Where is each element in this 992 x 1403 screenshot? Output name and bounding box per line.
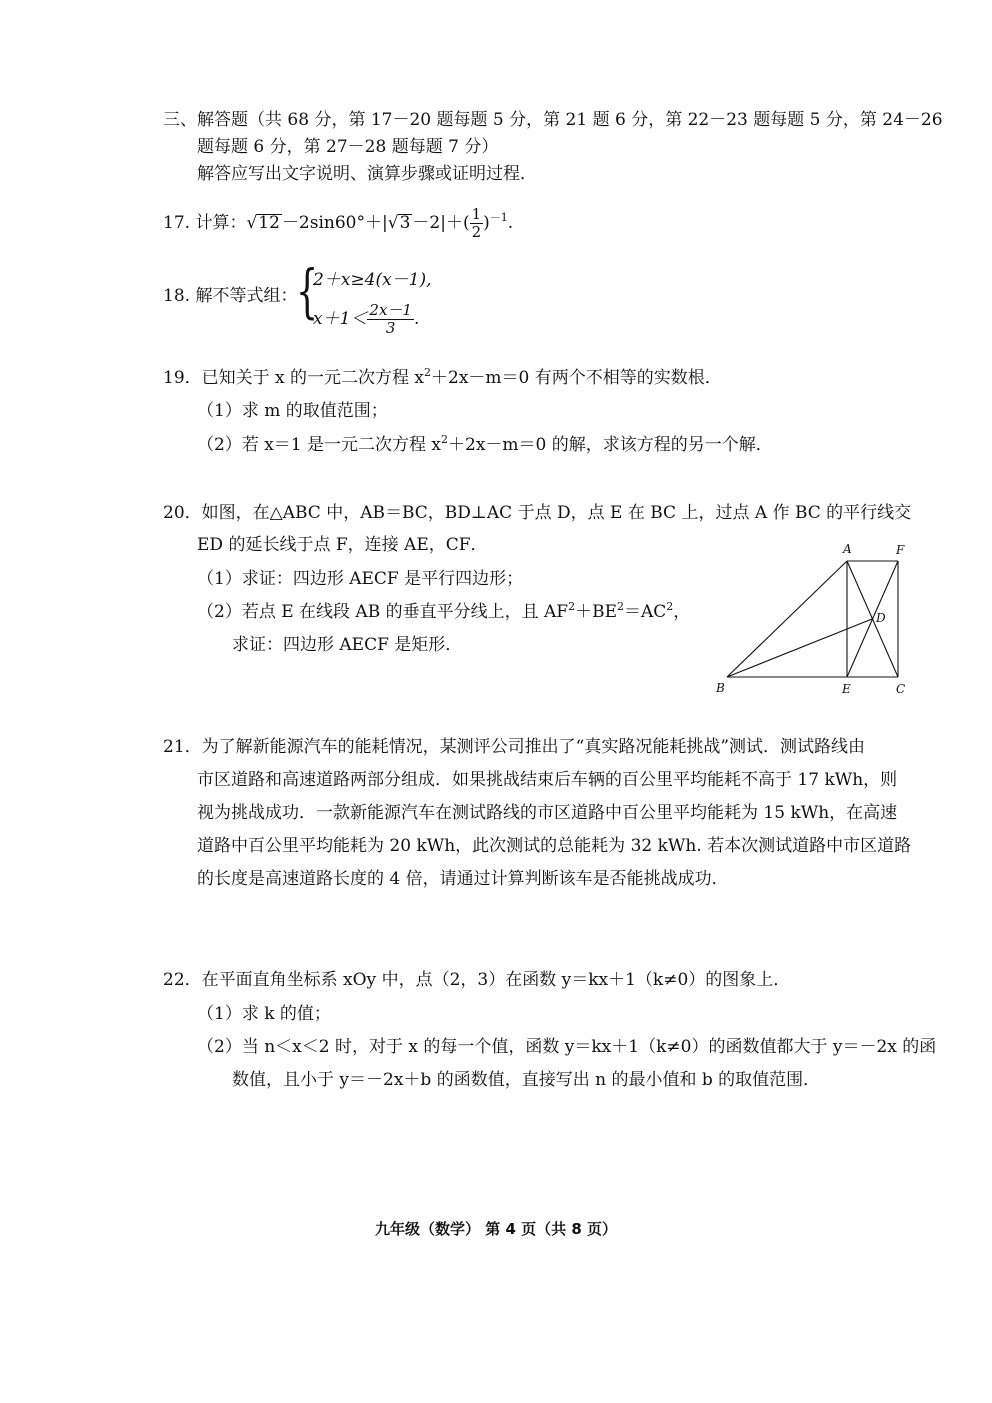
q17-radicand-1: 12 bbox=[258, 213, 280, 233]
label-b: B bbox=[716, 681, 725, 695]
question-22: 22．在平面直角坐标系 xOy 中，点（2，3）在函数 y＝kx＋1（k≠0）的图象上． bbox=[163, 970, 791, 990]
page-footer: 九年级（数学） 第 4 页（共 8 页） bbox=[375, 1220, 617, 1238]
question-21-line-4: 道路中百公里平均能耗为 20 kWh，此次测试的总能耗为 32 kWh. 若本次测试道路中市区道路 bbox=[197, 836, 912, 856]
question-19: 19．已知关于 x 的一元二次方程 $x^2+2x-m=0$ 有两个不相等的实数根． bbox=[163, 366, 722, 388]
q20-part-2: （2）若点 E 在线段 AB 的垂直平分线上，且 $AF^2+BE^2=AC^2$， bbox=[197, 600, 691, 622]
q17-number: 17. bbox=[163, 213, 191, 233]
q17-exponent: －1 bbox=[489, 211, 508, 224]
label-c: C bbox=[896, 682, 906, 696]
question-20-cont: ED 的延长线于点 F，连接 AE，CF． bbox=[197, 535, 488, 555]
section-heading: 三、解答题（共 68 分，第 17－20 题每题 5 分，第 21 题 6 分，第 22－23 题每题 5 分，第 24－26 bbox=[163, 110, 943, 130]
q22-part-2-cont: 数值，且小于 y＝－2x＋b 的函数值，直接写出 n 的最小值和 b 的取值范围． bbox=[232, 1070, 821, 1090]
q18-inequality-1: 2＋x≥4(x－1), bbox=[313, 270, 432, 290]
question-17: 17. 计算：√12 －2sin60°＋|√3 －2|＋( $\frac{1}{2}$ )$^{-1}$. bbox=[163, 205, 514, 241]
question-21: 21．为了解新能源汽车的能耗情况，某测评公司推出了“真实路况能耗挑战”测试．测试路线由 bbox=[163, 737, 866, 757]
triangle-figure bbox=[710, 540, 920, 700]
q17-fraction: $\frac{1}{2}$ bbox=[471, 205, 482, 241]
label-d: D bbox=[876, 611, 886, 625]
q19-part-2: （2）若 x＝1 是一元二次方程 $x^2+2x-m=0$ 的解，求该方程的另一个解． bbox=[197, 433, 773, 455]
question-21-line-2: 市区道路和高速道路两部分组成．如果挑战结束后车辆的百公里平均能耗不高于 17 kWh，则 bbox=[197, 770, 898, 790]
q18-label: 解不等式组： bbox=[195, 286, 298, 306]
q18-number: 18. bbox=[163, 286, 191, 306]
section-instruction: 解答应写出文字说明、演算步骤或证明过程． bbox=[197, 164, 537, 184]
question-18 bbox=[163, 288, 297, 305]
system-brace-icon: { bbox=[296, 257, 319, 325]
q17-label: 计算： bbox=[195, 213, 247, 233]
question-20: 20．如图，在△ABC 中，AB＝BC，BD⊥AC 于点 D，点 E 在 BC 上，过点 A 作 BC 的平行线交 bbox=[163, 503, 912, 523]
q22-part-2: （2）当 n＜x＜2 时，对于 x 的每一个值，函数 y＝kx＋1（k≠0）的函数值都大于 y＝－2x 的函 bbox=[197, 1037, 937, 1057]
label-f: F bbox=[896, 543, 905, 557]
q17-term-3: －2|＋( bbox=[412, 213, 470, 233]
question-21-line-3: 视为挑战成功．一款新能源汽车在测试路线的市区道路中百公里平均能耗为 15 kWh，在高速 bbox=[197, 803, 898, 823]
q22-part-1: （1）求 k 的值； bbox=[197, 1004, 331, 1024]
q17-term-2: －2sin60°＋| bbox=[281, 213, 388, 233]
q19-part-1: （1）求 m 的取值范围； bbox=[197, 401, 388, 421]
label-e: E bbox=[842, 682, 851, 696]
q18-inequality-2: x＋1＜ $\frac{2x-1}{3}$ . bbox=[313, 301, 420, 337]
section-heading-cont: 题每题 6 分，第 27－28 题每题 7 分） bbox=[197, 137, 499, 157]
q20-part-1: （1）求证：四边形 AECF 是平行四边形； bbox=[197, 569, 524, 589]
q17-radicand-2: 3 bbox=[399, 213, 411, 233]
question-21-line-5: 的长度是高速道路长度的 4 倍，请通过计算判断该车是否能挑战成功． bbox=[197, 869, 729, 889]
label-a: A bbox=[843, 542, 852, 556]
q20-part-2-cont: 求证：四边形 AECF 是矩形． bbox=[232, 635, 463, 655]
segment-ba bbox=[727, 561, 847, 677]
